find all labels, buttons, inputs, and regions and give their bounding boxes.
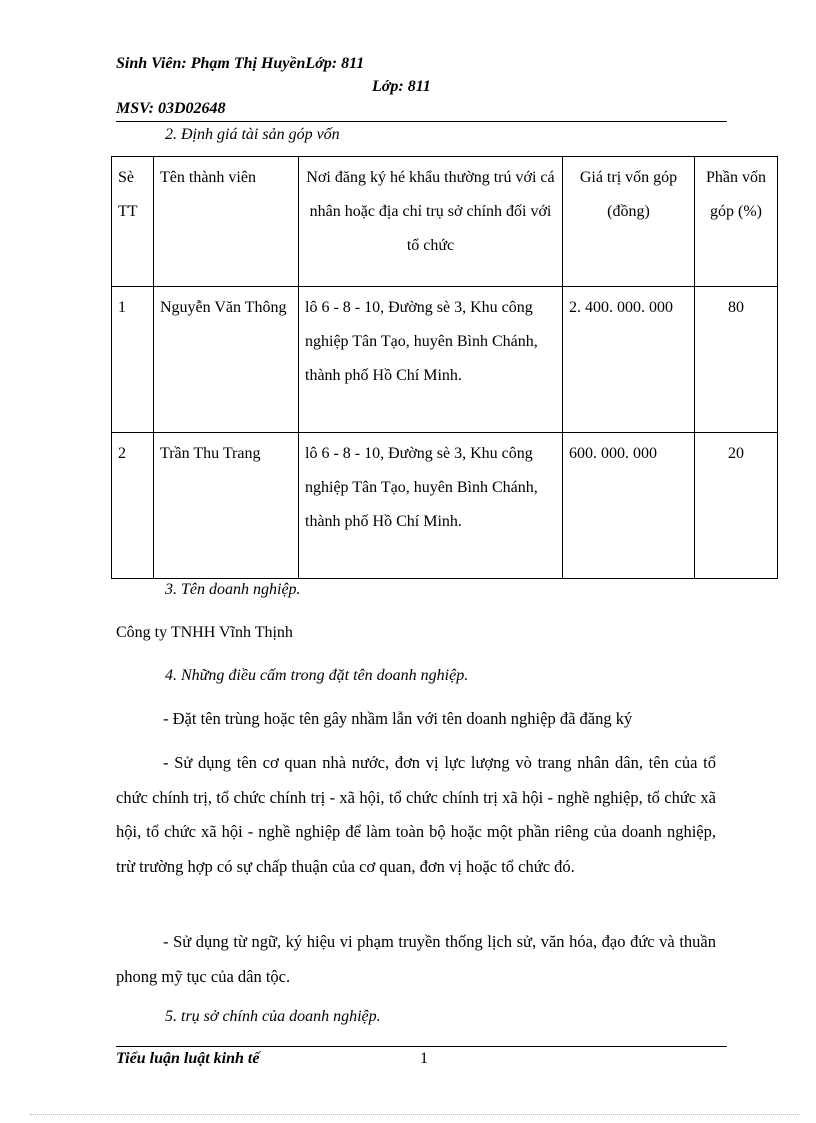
paragraph-prohibition-2: - Sử dụng tên cơ quan nhà nước, đơn vị lực lượng vò trang nhân dân, tên của tổ chức chính trị, tổ chức chính trị - xã hội, tổ chức chính trị xã hội - nghề nghiệp, tổ chức xã hội, tổ chức xã hội - nghề nghiệp để làm toàn bộ hoặc một phần riêng của doanh nghiệp, trừ trường hợp có sự chấp thuận của cơ quan, đơn vị hoặc tổ chức đó.	[116, 753, 716, 876]
row-stt: 2	[112, 433, 154, 579]
row-address: lô 6 - 8 - 10, Đường sè 3, Khu công nghiệp Tân Tạo, huyên Bình Chánh, thành phố Hồ Chí Minh.	[299, 433, 563, 579]
page-number: 1	[420, 1050, 428, 1067]
header-stt: Sè TT	[112, 157, 154, 287]
row-capital-share: 20	[695, 433, 778, 579]
header-student-id: MSV: 03D02648	[116, 100, 226, 117]
company-name: Công ty TNHH Vĩnh Thịnh	[116, 624, 293, 641]
header-class-line: Lớp: 811	[372, 78, 431, 95]
row-member-name: Nguyễn Văn Thông	[154, 287, 299, 433]
header-capital-share: Phần vốn góp (%)	[695, 157, 778, 287]
paragraph-prohibition-3: - Sử dụng từ ngữ, ký hiệu vi phạm truyền thống lịch sử, văn hóa, đạo đức và thuần phong mỹ tục của dân tộc.	[116, 932, 716, 986]
header-capital-value: Giá trị vốn góp (đồng)	[563, 157, 695, 287]
section-5-heading: 5. trụ sở chính của doanh nghiệp.	[165, 1008, 381, 1025]
footer-title: Tiểu luận luật kinh tế	[116, 1050, 260, 1067]
table-row	[112, 433, 778, 579]
capital-contribution-table	[111, 156, 778, 579]
header-address: Nơi đăng ký hé khẩu thường trú với cá nhân hoặc địa chỉ trụ sở chính đối với tổ chức	[299, 157, 563, 287]
row-capital-share: 80	[695, 287, 778, 433]
row-member-name: Trần Thu Trang	[154, 433, 299, 579]
footer-rule	[116, 1046, 727, 1047]
table-row	[112, 287, 778, 433]
section-2-heading: 2. Định giá tài sản góp vốn	[165, 126, 340, 143]
paragraph-prohibition-1: - Đặt tên trùng hoặc tên gây nhầm lẫn với tên doanh nghiệp đã đăng ký	[163, 709, 633, 728]
row-capital-value: 2. 400. 000. 000	[563, 287, 695, 433]
section-3-heading: 3. Tên doanh nghiệp.	[165, 581, 301, 598]
table-header-row	[112, 157, 778, 287]
row-stt: 1	[112, 287, 154, 433]
header-member-name: Tên thành viên	[154, 157, 299, 287]
page-bottom-border	[30, 1114, 800, 1115]
header-student-line: Sinh Viên: Phạm Thị HuyềnLớp: 811	[116, 55, 365, 72]
header-rule	[116, 121, 727, 122]
row-address: lô 6 - 8 - 10, Đường sè 3, Khu công nghiệp Tân Tạo, huyên Bình Chánh, thành phố Hồ Chí Minh.	[299, 287, 563, 433]
row-capital-value: 600. 000. 000	[563, 433, 695, 579]
section-4-heading: 4. Những điều cấm trong đặt tên doanh nghiệp.	[165, 667, 469, 684]
